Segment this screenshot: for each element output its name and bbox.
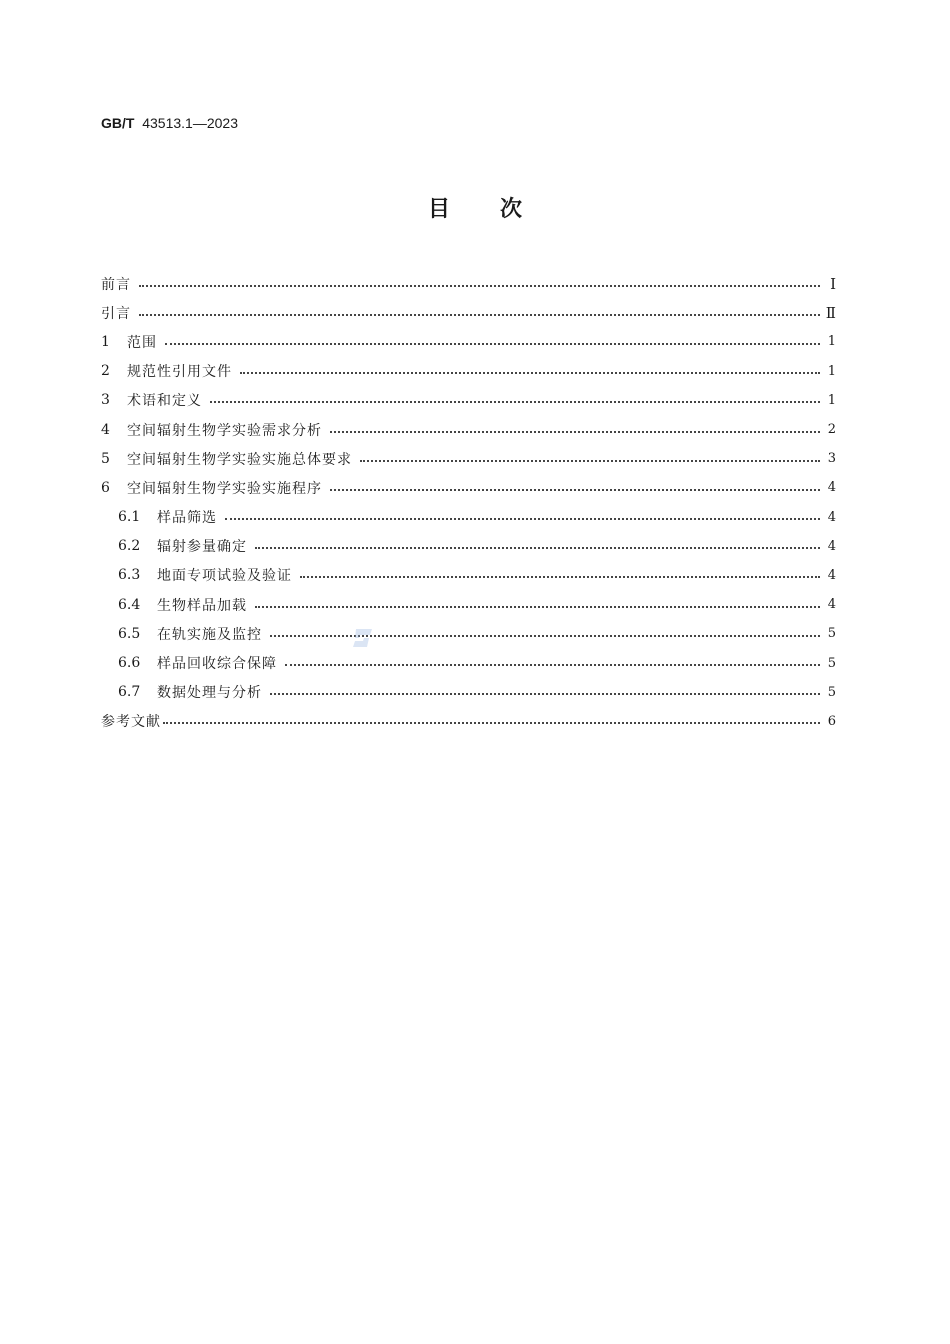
toc-entry-number: 5 [101, 450, 110, 467]
toc-entry-page: Ⅱ [825, 303, 836, 322]
toc-leader-dots [300, 562, 820, 578]
toc-entry-6-7[interactable] [101, 678, 836, 707]
toc-entry-number: 1 [101, 333, 110, 350]
toc-entry-5[interactable] [101, 444, 836, 473]
toc-leader-dots [139, 300, 820, 316]
table-of-contents [101, 269, 836, 736]
toc-entry-introduction[interactable] [101, 298, 836, 327]
toc-leader-dots [330, 417, 820, 433]
toc-entry-6-2[interactable] [101, 532, 836, 561]
toc-entry-page: 3 [827, 451, 836, 467]
toc-leader-dots [240, 358, 820, 374]
toc-entry-number: 6.6 [118, 655, 141, 672]
toc-entry-6-4[interactable] [101, 590, 836, 619]
toc-entry-page: 2 [827, 422, 836, 438]
toc-entry-3[interactable] [101, 386, 836, 415]
toc-leader-dots [139, 271, 820, 287]
toc-leader-dots [330, 475, 820, 491]
toc-entry-number: 6.5 [118, 625, 141, 642]
toc-leader-dots [255, 592, 820, 608]
toc-entry-page: Ⅰ [830, 274, 836, 293]
toc-leader-dots [360, 446, 820, 462]
toc-entry-label: 规范性引用文件 [127, 364, 232, 381]
toc-entry-number: 4 [101, 421, 110, 438]
toc-entry-number: 3 [101, 392, 110, 409]
page-title-char-2: 次 [500, 197, 523, 222]
toc-entry-page: 1 [827, 334, 836, 350]
toc-entry-number: 6.7 [118, 684, 141, 701]
toc-entry-page: 4 [827, 567, 836, 583]
toc-entry-6-1[interactable] [101, 503, 836, 532]
toc-entry-6-6[interactable] [101, 648, 836, 677]
standard-code [101, 113, 238, 133]
toc-entry-label: 范围 [127, 334, 157, 351]
toc-entry-page: 4 [827, 597, 836, 613]
toc-entry-page: 5 [827, 655, 836, 671]
watermark-logo-icon [350, 625, 376, 651]
toc-entry-6-3[interactable] [101, 561, 836, 590]
toc-entry-label: 术语和定义 [127, 393, 202, 410]
toc-leader-dots [255, 533, 820, 549]
toc-entry-4[interactable] [101, 415, 836, 444]
toc-entry-foreword[interactable] [101, 269, 836, 298]
toc-entry-number: 6.4 [118, 596, 141, 613]
toc-entry-number: 2 [101, 363, 110, 380]
toc-leader-dots [270, 679, 820, 695]
toc-entry-page: 4 [827, 509, 836, 525]
toc-entry-page: 6 [827, 713, 836, 729]
toc-entry-2[interactable] [101, 357, 836, 386]
toc-entry-label: 在轨实施及监控 [157, 626, 262, 643]
toc-leader-dots [285, 650, 820, 666]
toc-entry-page: 1 [827, 363, 836, 379]
toc-entry-6[interactable] [101, 473, 836, 502]
toc-leader-dots [225, 504, 820, 520]
toc-entry-number: 6.2 [118, 538, 141, 555]
toc-entry-number: 6 [101, 479, 110, 496]
toc-entry-label: 空间辐射生物学实验实施总体要求 [127, 451, 352, 468]
standard-prefix: GB/T [101, 115, 135, 131]
toc-entry-page: 4 [827, 480, 836, 496]
toc-entry-1[interactable] [101, 327, 836, 356]
toc-entry-label: 样品筛选 [157, 510, 217, 527]
toc-entry-label: 空间辐射生物学实验实施程序 [127, 480, 322, 497]
toc-entry-label: 参考文献 [101, 714, 161, 731]
toc-entry-bibliography[interactable] [101, 707, 836, 736]
page-title-char-1: 目 [427, 197, 450, 222]
toc-leader-dots [163, 708, 820, 724]
toc-entry-label: 辐射参量确定 [157, 539, 247, 556]
toc-entry-number: 6.3 [118, 567, 141, 584]
standard-number: 43513.1—2023 [142, 115, 238, 131]
toc-entry-label: 空间辐射生物学实验需求分析 [127, 422, 322, 439]
toc-entry-page: 1 [827, 392, 836, 408]
toc-entry-label: 生物样品加载 [157, 597, 247, 614]
toc-entry-6-5[interactable] [101, 619, 836, 648]
toc-entry-label: 地面专项试验及验证 [157, 568, 292, 585]
toc-entry-label: 样品回收综合保障 [157, 656, 277, 673]
toc-entry-page: 5 [827, 684, 836, 700]
toc-entry-number: 6.1 [118, 509, 141, 526]
toc-entry-page: 5 [827, 626, 836, 642]
toc-entry-label: 前言 [101, 276, 131, 293]
toc-leader-dots [165, 329, 820, 345]
toc-leader-dots [210, 387, 820, 403]
toc-entry-label: 引言 [101, 305, 131, 322]
toc-entry-label: 数据处理与分析 [157, 685, 262, 702]
page-title [0, 194, 950, 226]
toc-entry-page: 4 [827, 538, 836, 554]
